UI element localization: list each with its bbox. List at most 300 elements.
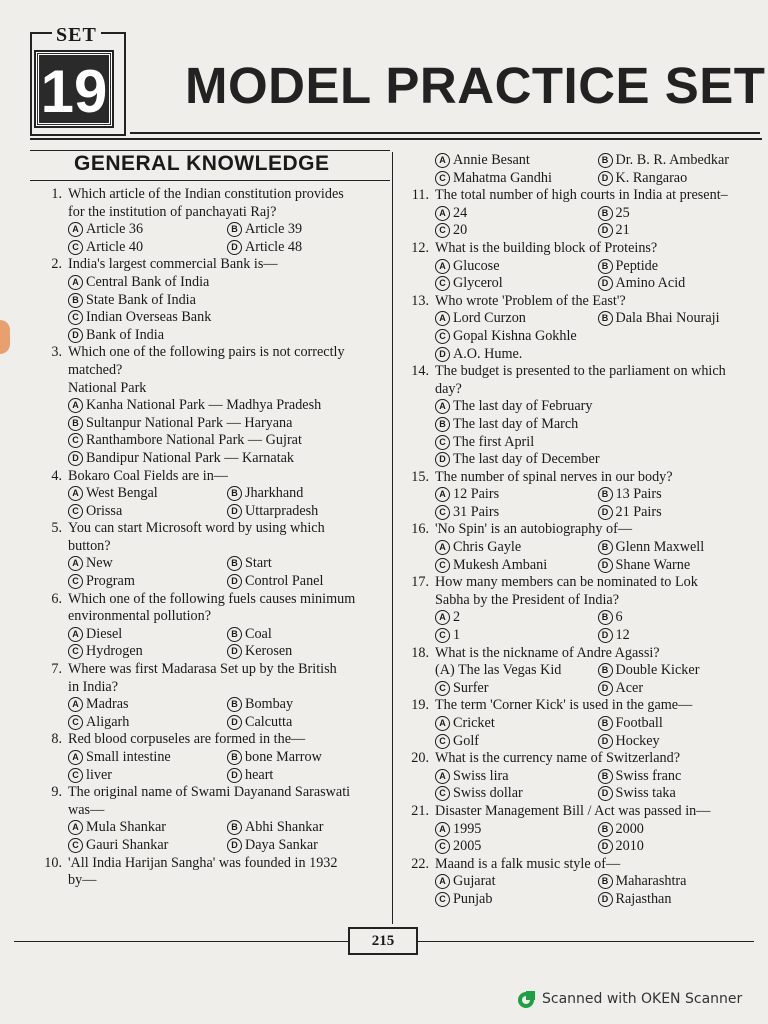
option-text: Dr. B. R. Ambedkar [615, 152, 729, 168]
question-text: The term 'Corner Kick' is used in the game— [435, 697, 693, 714]
option-row [435, 539, 760, 557]
question-number: 17. [411, 574, 429, 591]
option-marker: A [435, 540, 450, 555]
option-text: The last day of December [453, 451, 600, 468]
option-marker: D [598, 734, 613, 749]
answer-option [598, 891, 761, 909]
answer-option [435, 222, 598, 240]
option-text: Punjab [453, 890, 493, 907]
question-number: 9. [51, 784, 62, 801]
answer-option [227, 485, 386, 503]
option-row [435, 715, 760, 733]
option-row [68, 643, 386, 661]
option-row [68, 327, 386, 345]
option-marker: B [598, 153, 613, 168]
question-item [38, 468, 386, 521]
question-item [38, 784, 386, 854]
option-row [435, 873, 760, 891]
option-marker: D [598, 171, 613, 186]
option-row [68, 819, 386, 837]
question-text: National Park [68, 379, 147, 396]
option-text: Football [615, 715, 663, 731]
option-marker: D [227, 768, 242, 783]
question-number: 22. [411, 855, 429, 872]
question-text: You can start Microsoft word by using which [68, 520, 325, 537]
option-marker: B [598, 206, 613, 221]
answer-option [435, 768, 598, 786]
header-divider [130, 132, 760, 134]
option-row [68, 221, 386, 239]
option-row [68, 397, 386, 415]
answer-option [68, 767, 227, 785]
question-item [405, 574, 760, 644]
option-text: State Bank of India [86, 291, 196, 308]
answer-option [227, 239, 386, 257]
option-text: 2 [453, 609, 461, 626]
option-text: Peptide [615, 257, 659, 274]
option-marker: B [227, 697, 242, 712]
option-marker: D [598, 505, 613, 520]
option-text: K. Rangarao [615, 169, 688, 186]
option-text: Bombay [245, 696, 294, 713]
question-text: Disaster Management Bill / Act was passed in— [435, 802, 711, 819]
answer-option [435, 486, 598, 504]
option-marker: C [435, 892, 450, 907]
option-row [435, 627, 760, 645]
answer-option [227, 555, 386, 573]
question-item [405, 750, 760, 803]
option-text: 2000 [615, 820, 644, 837]
option-marker: A [435, 487, 450, 502]
option-row [435, 205, 760, 223]
question-text: Bokaro Coal Fields are in— [68, 467, 228, 484]
question-item [405, 521, 760, 574]
question-text: Where was first Madarasa Set up by the British [68, 661, 337, 678]
option-row [435, 609, 760, 627]
option-text: Bank of India [86, 326, 165, 343]
answer-option [435, 609, 598, 627]
option-row [435, 838, 760, 856]
option-text: 24 [453, 204, 468, 221]
answer-option [435, 662, 598, 680]
option-text: Article 48 [245, 238, 303, 255]
set-label: SET [52, 24, 101, 47]
question-number: 7. [51, 661, 62, 678]
option-marker: B [227, 750, 242, 765]
option-marker: D [435, 452, 450, 467]
question-item [38, 855, 386, 890]
option-row [435, 434, 760, 452]
option-marker: A [435, 610, 450, 625]
option-text: Hydrogen [86, 643, 143, 660]
answer-option [68, 221, 227, 239]
answer-option [227, 221, 386, 239]
answer-option [598, 609, 761, 627]
page-edge-mark [0, 320, 10, 354]
answer-option [68, 643, 227, 661]
option-text: Hockey [615, 732, 660, 749]
option-text: A.O. Hume. [453, 345, 523, 362]
option-marker: C [68, 433, 83, 448]
option-text: Maharashtra [615, 873, 687, 890]
option-text: Glycerol [453, 275, 503, 292]
section-title: GENERAL KNOWLEDGE [74, 152, 330, 175]
question-number: 3. [51, 344, 62, 361]
answer-option [598, 838, 761, 856]
option-text: Chris Gayle [453, 539, 522, 556]
answer-option [598, 680, 761, 698]
option-text: Kanha National Park — Madhya Pradesh [86, 397, 322, 414]
answer-option [227, 573, 386, 591]
option-text: Ranthambore National Park — Gujrat [86, 432, 302, 449]
option-row [435, 398, 760, 416]
option-row [68, 485, 386, 503]
option-marker: B [227, 627, 242, 642]
question-text: environmental pollution? [68, 608, 212, 625]
option-marker: C [68, 715, 83, 730]
option-text: heart [245, 766, 274, 783]
option-text: 31 Pairs [453, 503, 500, 520]
option-text: Indian Overseas Bank [86, 309, 212, 326]
answer-option [68, 503, 227, 521]
question-item [405, 187, 760, 240]
question-item [38, 661, 386, 731]
option-marker: D [227, 504, 242, 519]
answer-option [227, 643, 386, 661]
option-text: 2005 [453, 838, 482, 855]
answer-option [435, 539, 598, 557]
option-row [435, 258, 760, 276]
option-row [435, 486, 760, 504]
question-number: 8. [51, 731, 62, 748]
option-marker: A [435, 822, 450, 837]
option-row [435, 504, 760, 522]
option-marker: C [68, 838, 83, 853]
question-number: 14. [411, 363, 429, 380]
page-title: MODEL PRACTICE SET [185, 57, 766, 114]
option-text: Cricket [453, 715, 495, 731]
question-text: The total number of high courts in India at present– [435, 187, 728, 204]
option-marker: A [68, 486, 83, 501]
option-marker: C [435, 786, 450, 801]
option-text: liver [86, 766, 112, 783]
option-text: Central Bank of India [86, 273, 210, 290]
option-text: 1 [453, 627, 461, 644]
option-text: 6 [615, 609, 623, 626]
option-row [435, 768, 760, 786]
question-text: matched? [68, 361, 123, 378]
answer-option [435, 891, 598, 909]
answer-option [68, 450, 386, 468]
option-text: 13 Pairs [615, 486, 662, 503]
option-text: Mukesh Ambani [453, 556, 548, 573]
answer-option [68, 309, 386, 327]
page-number: 215 [348, 927, 418, 955]
option-text: 21 Pairs [615, 503, 662, 520]
question-text: How many members can be nominated to Lok [435, 574, 698, 591]
option-text: Small intestine [86, 749, 171, 765]
option-marker: C [435, 223, 450, 238]
option-row [68, 714, 386, 732]
answer-option [598, 733, 761, 751]
answer-option [598, 627, 761, 645]
answer-option [598, 275, 761, 293]
option-marker: B [227, 820, 242, 835]
answer-option [435, 680, 598, 698]
question-number: 6. [51, 590, 62, 607]
question-item [38, 731, 386, 784]
option-text: The last day of February [453, 398, 593, 415]
answer-option [68, 555, 227, 573]
question-text: Maand is a falk music style of— [435, 855, 621, 872]
question-number: 13. [411, 292, 429, 309]
option-text: Rajasthan [615, 890, 672, 907]
answer-option [435, 733, 598, 751]
answer-option [598, 222, 761, 240]
answer-option [435, 873, 598, 891]
option-row [435, 275, 760, 293]
question-text: Who wrote 'Problem of the East'? [435, 292, 626, 309]
question-text: What is the currency name of Switzerland? [435, 750, 681, 767]
answer-option [68, 714, 227, 732]
answer-option [598, 873, 761, 891]
question-text: The budget is presented to the parliament on which [435, 363, 726, 380]
set-number: 19 [36, 52, 112, 126]
question-item [405, 856, 760, 909]
question-number: 20. [411, 750, 429, 767]
option-row [68, 292, 386, 310]
option-marker: A [435, 311, 450, 326]
option-marker: A [435, 153, 450, 168]
option-text: Amino Acid [615, 275, 686, 292]
option-text: Aligarh [86, 713, 130, 730]
answer-option [435, 258, 598, 276]
option-marker: B [598, 311, 613, 326]
option-text: Orissa [86, 502, 123, 519]
header-divider-lower [30, 138, 762, 140]
option-row [68, 450, 386, 468]
option-marker: C [435, 681, 450, 696]
option-row [68, 432, 386, 450]
answer-option [68, 485, 227, 503]
option-marker: A [435, 399, 450, 414]
option-row [68, 503, 386, 521]
question-number: 12. [411, 239, 429, 256]
answer-option [435, 557, 598, 575]
option-marker: D [227, 644, 242, 659]
question-number: 1. [51, 186, 62, 202]
option-text: Dala Bhai Nouraji [615, 310, 720, 327]
question-item [405, 469, 760, 522]
option-text: Acer [615, 679, 644, 696]
option-marker: B [68, 293, 83, 308]
question-item [405, 152, 760, 187]
option-marker: A [435, 206, 450, 221]
answer-option [598, 662, 761, 680]
option-text: Golf [453, 732, 480, 749]
option-text: Madras [86, 696, 129, 713]
answer-option [227, 819, 386, 837]
option-row [68, 626, 386, 644]
option-text: Swiss dollar [453, 785, 523, 802]
question-text: Sabha by the President of India? [435, 591, 619, 608]
option-marker: A [435, 716, 450, 731]
question-item [405, 803, 760, 856]
option-marker: B [598, 769, 613, 784]
question-item [405, 240, 760, 293]
option-marker: B [598, 663, 613, 678]
option-text: Mahatma Gandhi [453, 169, 552, 186]
option-marker: A [68, 820, 83, 835]
option-marker: B [435, 417, 450, 432]
question-item [405, 645, 760, 698]
option-text: Shane Warne [615, 556, 691, 573]
option-text: Diesel [86, 625, 123, 642]
option-text: Glenn Maxwell [615, 539, 705, 556]
option-marker: D [598, 892, 613, 907]
option-row [435, 821, 760, 839]
option-marker: B [227, 556, 242, 571]
option-row [68, 837, 386, 855]
option-marker: D [227, 715, 242, 730]
option-text: Swiss taka [615, 785, 676, 802]
answer-option [435, 310, 598, 328]
option-text: Control Panel [245, 573, 324, 590]
option-marker: D [598, 276, 613, 291]
option-text: Gujarat [453, 873, 496, 890]
answer-option [598, 557, 761, 575]
answer-option [435, 785, 598, 803]
question-number: 5. [51, 520, 62, 537]
option-marker: B [598, 540, 613, 555]
option-row [68, 749, 386, 767]
option-marker: A [68, 627, 83, 642]
question-text: in India? [68, 678, 119, 695]
answer-option [598, 152, 761, 170]
option-row [435, 346, 760, 364]
question-text: Red blood corpuseles are formed in the— [68, 731, 306, 748]
option-text: Article 39 [245, 221, 303, 238]
question-text: Which article of the Indian constitution provides [68, 186, 344, 202]
option-marker: D [598, 681, 613, 696]
option-marker: B [598, 716, 613, 731]
question-number: 21. [411, 802, 429, 819]
answer-option [598, 170, 761, 188]
option-text: Coal [245, 625, 272, 642]
option-marker: B [598, 259, 613, 274]
option-text: Swiss franc [615, 767, 682, 784]
answer-option [227, 749, 386, 767]
answer-option [598, 539, 761, 557]
question-text: Which one of the following fuels causes minimum [68, 590, 356, 607]
answer-option [227, 837, 386, 855]
answer-option [435, 346, 760, 364]
answer-option [598, 310, 761, 328]
option-text: Annie Besant [453, 152, 530, 168]
option-text: Double Kicker [615, 662, 700, 679]
option-text: Glucose [453, 257, 500, 274]
answer-option [435, 328, 760, 346]
option-row [68, 555, 386, 573]
question-number: 15. [411, 468, 429, 485]
question-text: for the institution of panchayati Raj? [68, 203, 277, 220]
question-item [38, 591, 386, 661]
answer-option [598, 504, 761, 522]
answer-option [227, 626, 386, 644]
option-marker: C [435, 276, 450, 291]
option-marker: B [227, 222, 242, 237]
option-marker: A [68, 750, 83, 765]
option-text: 1995 [453, 820, 482, 837]
answer-option [227, 503, 386, 521]
option-marker: D [227, 240, 242, 255]
option-marker: A [68, 556, 83, 571]
answer-option [435, 275, 598, 293]
option-text: Surfer [453, 679, 489, 696]
answer-option [598, 205, 761, 223]
option-marker: (A) [435, 662, 458, 679]
answer-option [435, 152, 598, 170]
option-row [68, 274, 386, 292]
option-marker: D [598, 786, 613, 801]
option-marker: B [598, 487, 613, 502]
option-marker: C [68, 644, 83, 659]
option-marker: D [598, 839, 613, 854]
option-marker: D [598, 558, 613, 573]
option-row [435, 733, 760, 751]
answer-option [598, 821, 761, 839]
option-row [68, 767, 386, 785]
option-marker: D [227, 574, 242, 589]
option-row [68, 239, 386, 257]
oken-scanner-logo-icon [517, 991, 535, 1009]
option-text: New [86, 555, 113, 572]
option-marker: A [68, 222, 83, 237]
answer-option [435, 627, 598, 645]
option-text: Swiss lira [453, 767, 509, 784]
option-marker: C [68, 574, 83, 589]
option-text: Uttarpradesh [245, 502, 319, 519]
column-divider [392, 152, 393, 924]
option-text: 21 [615, 222, 630, 239]
option-marker: A [68, 697, 83, 712]
option-marker: D [68, 451, 83, 466]
option-marker: C [68, 240, 83, 255]
answer-option [435, 170, 598, 188]
option-text: Program [86, 573, 135, 590]
option-text: Gauri Shankar [86, 836, 169, 853]
option-text: Abhi Shankar [245, 819, 324, 836]
answer-option [598, 768, 761, 786]
question-item [405, 293, 760, 363]
left-column [38, 186, 386, 890]
question-text: India's largest commercial Bank is— [68, 256, 278, 273]
option-marker: B [598, 822, 613, 837]
option-text: Daya Sankar [245, 836, 318, 853]
option-text: The first April [453, 433, 535, 450]
question-text: 'All India Harijan Sangha' was founded in 1932 [68, 854, 338, 871]
option-text: bone Marrow [245, 749, 322, 765]
option-text: The las Vegas Kid [458, 662, 562, 679]
question-item [405, 697, 760, 750]
option-marker: D [227, 838, 242, 853]
option-row [435, 152, 760, 170]
answer-option [435, 838, 598, 856]
answer-option [68, 573, 227, 591]
answer-option [435, 205, 598, 223]
option-row [435, 222, 760, 240]
option-marker: D [598, 628, 613, 643]
